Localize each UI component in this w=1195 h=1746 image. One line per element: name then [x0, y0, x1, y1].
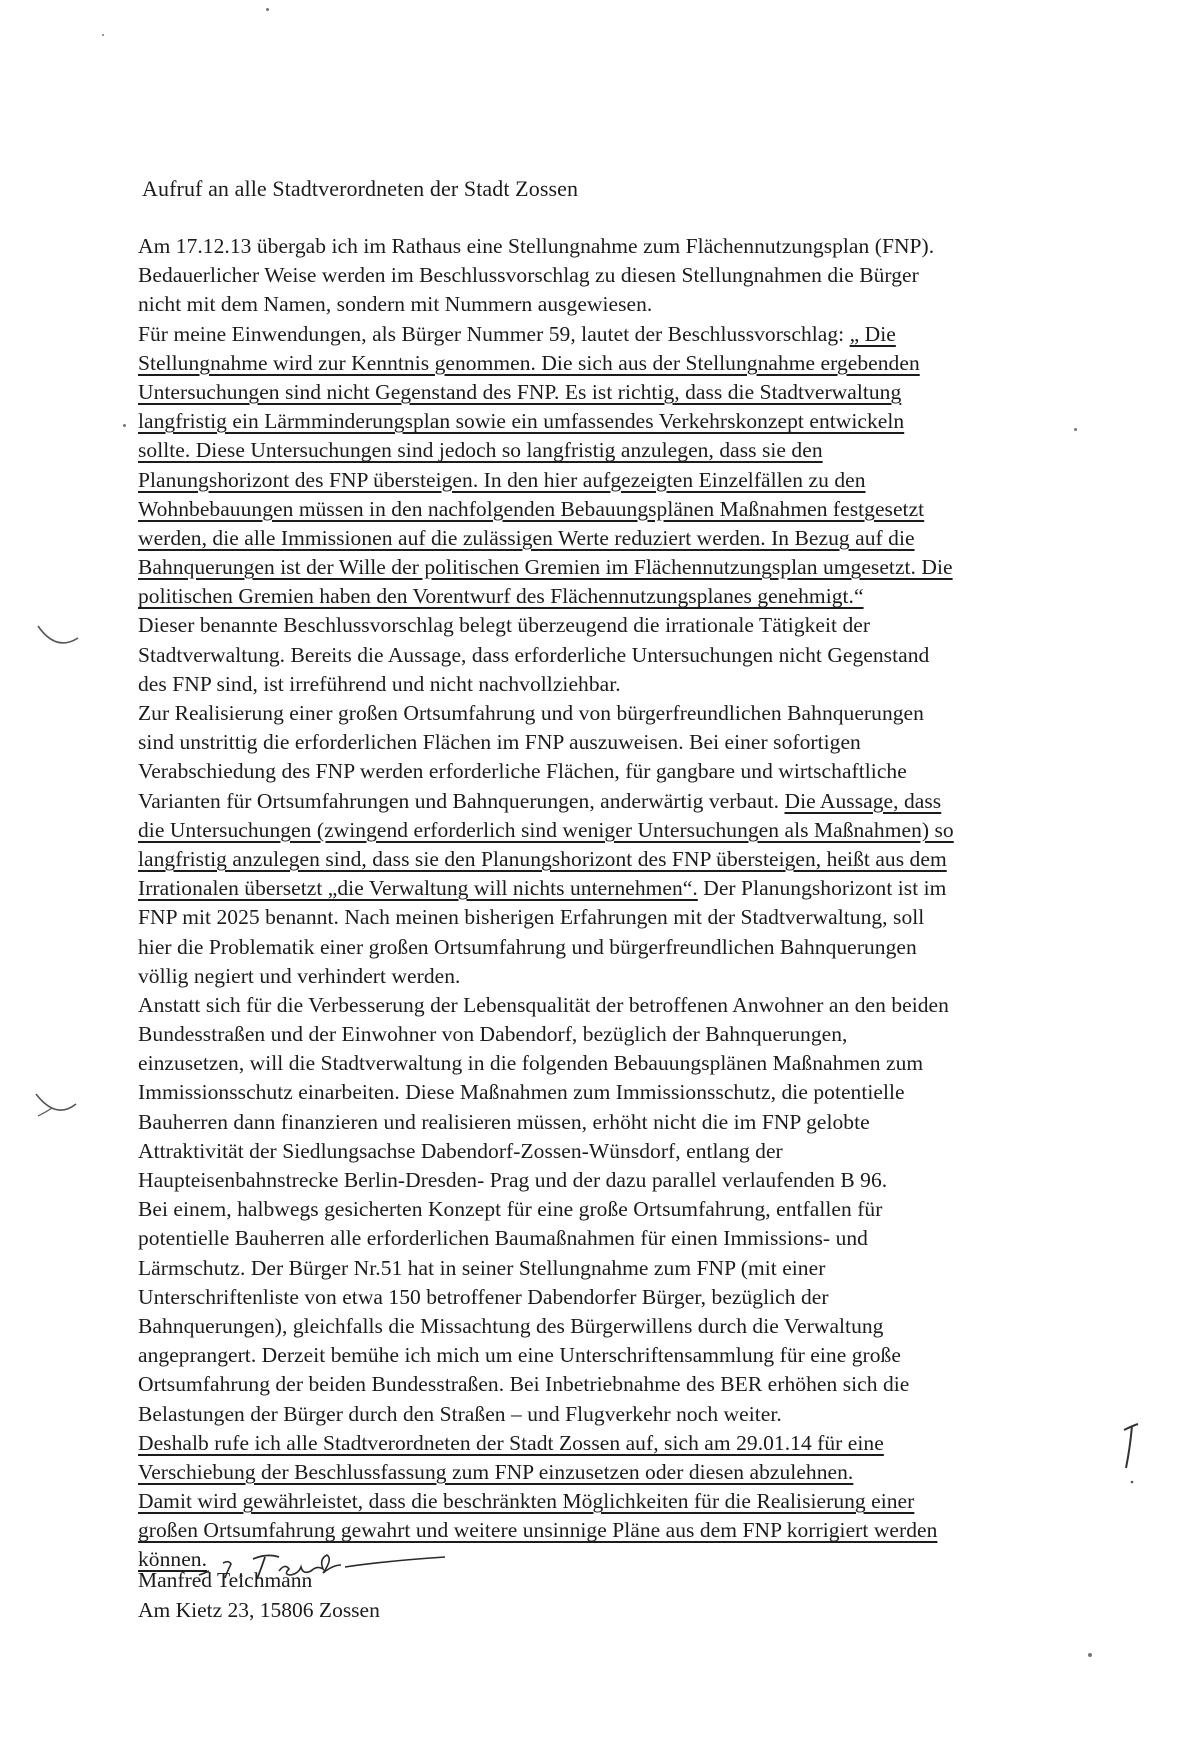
- text-line: [138, 349, 1098, 378]
- text-line: [138, 1195, 1098, 1224]
- underlined-text-segment: können.: [138, 1547, 208, 1572]
- text-line: [138, 1370, 1098, 1399]
- underlined-text-segment: Deshalb rufe ich alle Stadtverordneten der Stadt Zossen auf, sich am 29.01.14 für eine: [138, 1430, 884, 1455]
- underlined-text-segment: großen Ortsumfahrung gewahrt und weitere unsinnige Pläne aus dem FNP korrigiert werden: [138, 1518, 938, 1543]
- text-line: [138, 261, 1098, 290]
- text-segment: hier die Problematik einer großen Ortsumfahrung und bürgerfreundlichen Bahnquerungen: [138, 934, 917, 959]
- text-segment: Attraktivität der Siedlungsachse Dabendorf-Zossen-Wünsdorf, entlang der: [138, 1138, 783, 1163]
- scan-speck: [266, 8, 269, 11]
- underlined-text-segment: „ Die: [849, 321, 896, 346]
- underlined-text-segment: werden, die alle Immissionen auf die zulässigen Werte reduziert werden. In Bezug auf die: [138, 525, 915, 550]
- text-segment: Varianten für Ortsumfahrungen und Bahnquerungen, anderwärtig verbaut.: [138, 788, 785, 813]
- text-segment: FNP mit 2025 benannt. Nach meinen bisherigen Erfahrungen mit der Stadtverwaltung, soll: [138, 905, 925, 930]
- text-line: [138, 320, 1098, 349]
- text-line: [138, 407, 1098, 436]
- text-segment: des FNP sind, ist irreführend und nicht nachvollziehbar.: [138, 671, 621, 696]
- text-line: [138, 495, 1098, 524]
- text-segment: Für meine Einwendungen, als Bürger Nummer 59, lautet der Beschlussvorschlag:: [138, 321, 850, 346]
- text-line: [138, 553, 1098, 582]
- signer-name: Manfred Teichmann: [138, 1568, 313, 1592]
- binder-hole-mark-top: [34, 620, 82, 660]
- binder-hole-mark-bottom: [32, 1086, 80, 1130]
- underlined-text-segment: langfristig ein Lärmminderungsplan sowie ein umfassendes Verkehrskonzept entwickeln: [138, 409, 905, 434]
- text-line: [138, 524, 1098, 553]
- text-segment: Bei einem, halbwegs gesicherten Konzept für eine große Ortsumfahrung, entfallen für: [138, 1197, 883, 1222]
- text-line: [138, 1458, 1098, 1487]
- text-segment: Dieser benannte Beschlussvorschlag belegt überzeugend die irrationale Tätigkeit der: [138, 613, 871, 638]
- letter-title: Aufruf an alle Stadtverordneten der Stadt Zossen: [142, 176, 579, 201]
- underlined-text-segment: Irrationalen übersetzt „die Verwaltung will nichts unternehmen“.: [138, 876, 698, 901]
- text-line: [138, 670, 1098, 699]
- text-line: [138, 436, 1098, 465]
- text-line: [138, 903, 1098, 932]
- text-segment: Unterschriftenliste von etwa 150 betroffener Dabendorfer Bürger, bezüglich der: [138, 1284, 829, 1309]
- text-line: [138, 1224, 1098, 1253]
- text-segment: einzusetzen, will die Stadtverwaltung in die folgenden Bebauungsplänen Maßnahmen zum: [138, 1051, 924, 1076]
- margin-pen-stroke: [1118, 1420, 1144, 1490]
- text-line: [138, 1254, 1098, 1283]
- text-line: [138, 1049, 1098, 1078]
- text-segment: Anstatt sich für die Verbesserung der Lebensqualität der betroffenen Anwohner an den beiden: [138, 992, 949, 1017]
- letter-body: [138, 232, 1098, 1575]
- underlined-text-segment: Wohnbebauungen müssen in den nachfolgenden Bebauungsplänen Maßnahmen festgesetzt: [138, 496, 925, 521]
- text-line: [138, 1516, 1098, 1545]
- underlined-text-segment: Planungshorizont des FNP übersteigen. In den hier aufgezeigten Einzelfällen zu den: [138, 467, 866, 492]
- text-segment: nicht mit dem Namen, sondern mit Nummern ausgewiesen.: [138, 292, 653, 317]
- text-line: [138, 1020, 1098, 1049]
- underlined-text-segment: Die Aussage, dass: [784, 788, 942, 813]
- scan-speck: [1088, 1653, 1092, 1657]
- text-segment: sind unstrittig die erforderlichen Flächen im FNP auszuweisen. Bei einer sofortigen: [138, 730, 861, 755]
- underlined-text-segment: Stellungnahme wird zur Kenntnis genommen. Die sich aus der Stellungnahme ergebenden: [138, 350, 920, 375]
- text-line: [138, 378, 1098, 407]
- text-line: [138, 232, 1098, 261]
- underlined-text-segment: sollte. Diese Untersuchungen sind jedoch so langfristig anzulegen, dass sie den: [138, 438, 823, 463]
- text-segment: angeprangert. Derzeit bemühe ich mich um eine Unterschriftensammlung für eine große: [138, 1343, 901, 1368]
- underlined-text-segment: Untersuchungen sind nicht Gegenstand des FNP. Es ist richtig, dass die Stadtverwaltung: [138, 379, 902, 404]
- underlined-text-segment: langfristig anzulegen sind, dass sie den Planungshorizont des FNP übersteigen, heißt aus dem: [138, 846, 947, 871]
- signature-block: [138, 1566, 380, 1625]
- text-segment: völlig negiert und verhindert werden.: [138, 963, 461, 988]
- text-line: [138, 845, 1098, 874]
- text-segment: Bahnquerungen), gleichfalls die Missachtung des Bürgerwillens durch die Verwaltung: [138, 1313, 884, 1338]
- text-line: [138, 1108, 1098, 1137]
- scan-speck: [123, 424, 126, 427]
- text-line: [138, 962, 1098, 991]
- text-line: [138, 1137, 1098, 1166]
- text-line: [138, 290, 1098, 319]
- text-segment: Haupteisenbahnstrecke Berlin-Dresden- Prag und der dazu parallel verlaufenden B 96.: [138, 1168, 888, 1192]
- text-line: [138, 991, 1098, 1020]
- text-segment: Lärmschutz. Der Bürger Nr.51 hat in seiner Stellungnahme zum FNP (mit einer: [138, 1255, 826, 1280]
- text-segment: Stadtverwaltung. Bereits die Aussage, dass erforderliche Untersuchungen nicht Gegenstand: [138, 642, 930, 667]
- underlined-text-segment: Verschiebung der Beschlussfassung zum FNP einzusetzen oder diesen abzulehnen.: [138, 1459, 854, 1484]
- text-line: [138, 582, 1098, 611]
- underlined-text-segment: die Untersuchungen (zwingend erforderlich sind weniger Untersuchungen als Maßnahmen) so: [138, 817, 954, 842]
- text-line: [138, 728, 1098, 757]
- text-line: [138, 641, 1098, 670]
- signer-address: Am Kietz 23, 15806 Zossen: [138, 1597, 380, 1622]
- underlined-text-segment: Bahnquerungen ist der Wille der politischen Gremien im Flächennutzungsplan umgesetzt. Die: [138, 555, 953, 580]
- text-segment: Verabschiedung des FNP werden erforderliche Flächen, für gangbare und wirtschaftliche: [138, 759, 907, 784]
- underlined-text-segment: Damit wird gewährleistet, dass die beschränkten Möglichkeiten für die Realisierung einer: [138, 1489, 915, 1514]
- text-line: [138, 1429, 1098, 1458]
- text-segment: Belastungen der Bürger durch den Straßen – und Flugverkehr noch weiter.: [138, 1401, 782, 1426]
- text-line: [138, 933, 1098, 962]
- text-segment: Immissionsschutz einarbeiten. Diese Maßnahmen zum Immissionsschutz, die potentielle: [138, 1080, 905, 1105]
- text-line: [138, 874, 1098, 903]
- text-segment: Bedauerlicher Weise werden im Beschlussvorschlag zu diesen Stellungnahmen die Bürger: [138, 263, 919, 288]
- text-segment: Bundesstraßen und der Einwohner von Dabendorf, bezüglich der Bahnquerungen,: [138, 1022, 848, 1047]
- text-line: [138, 1487, 1098, 1516]
- text-line: [138, 466, 1098, 495]
- text-segment: Bauherren dann finanzieren und realisieren müssen, erhöht nicht die im FNP gelobte: [138, 1109, 870, 1134]
- scan-speck: [1074, 428, 1077, 431]
- text-line: [138, 611, 1098, 640]
- text-segment: Am 17.12.13 übergab ich im Rathaus eine Stellungnahme zum Flächennutzungsplan (FNP).: [138, 234, 935, 258]
- text-line: [138, 787, 1098, 816]
- scan-speck: [102, 34, 104, 36]
- text-line: [138, 1166, 1098, 1195]
- text-line: [138, 1283, 1098, 1312]
- text-line: [138, 757, 1098, 786]
- text-line: [138, 1078, 1098, 1107]
- text-line: [138, 816, 1098, 845]
- text-line: [138, 1341, 1098, 1370]
- text-segment: potentielle Bauherren alle erforderlichen Baumaßnahmen für einen Immissions- und: [138, 1226, 868, 1251]
- text-segment: Der Planungshorizont ist im: [697, 876, 947, 901]
- text-segment: Ortsumfahrung der beiden Bundesstraßen. Bei Inbetriebnahme des BER erhöhen sich die: [138, 1372, 910, 1397]
- text-line: [138, 699, 1098, 728]
- text-line: [138, 1312, 1098, 1341]
- underlined-text-segment: politischen Gremien haben den Vorentwurf des Flächennutzungsplanes genehmigt.“: [138, 584, 864, 609]
- text-line: [138, 1400, 1098, 1429]
- text-segment: Zur Realisierung einer großen Ortsumfahrung und von bürgerfreundlichen Bahnquerungen: [138, 701, 924, 725]
